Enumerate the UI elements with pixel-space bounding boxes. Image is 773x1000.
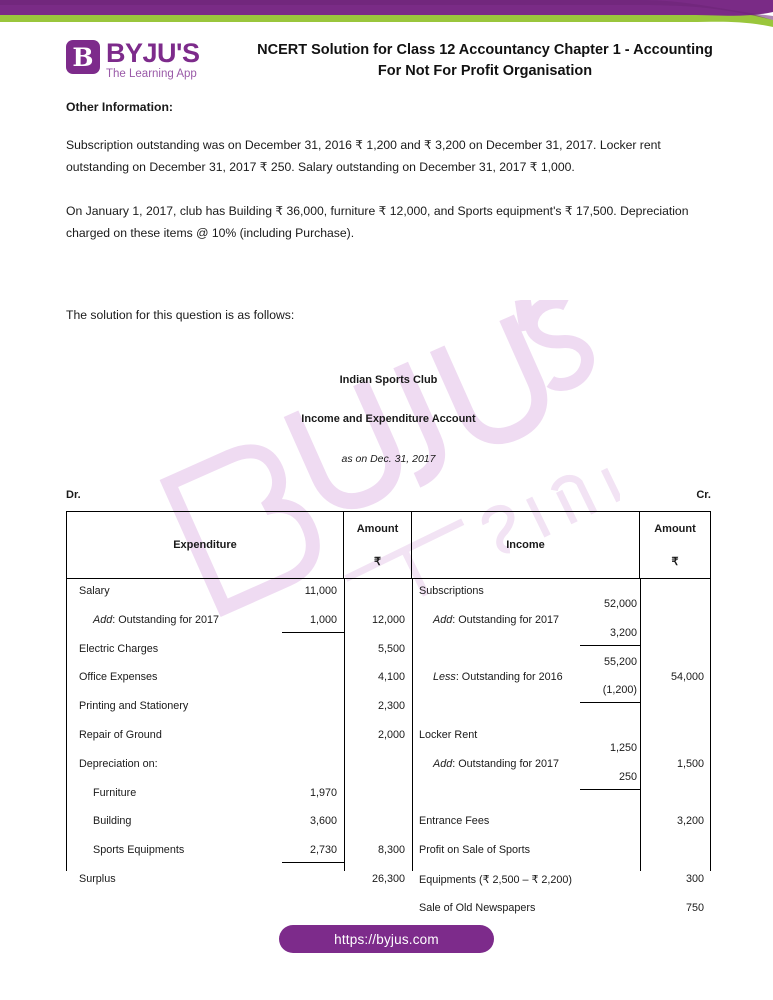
logo-letter: B xyxy=(72,42,94,72)
logo-tagline: The Learning App xyxy=(106,68,197,80)
debit-credit-line xyxy=(66,489,711,505)
row-italic-prefix: Add xyxy=(93,613,113,626)
statement-account-name: Income and Expenditure Account xyxy=(301,413,476,425)
expenditure-row-label: Add: Outstanding for 2017 xyxy=(93,613,220,626)
byjus-logo xyxy=(66,40,199,82)
income-amount: 1,500 xyxy=(676,757,704,770)
amount-right-label: Amount xyxy=(654,522,696,535)
column-divider-2 xyxy=(412,579,413,871)
page-title: NCERT Solution for Class 12 Accountancy Chapter 1 - Accounting For Not For Profit Organisation xyxy=(257,42,713,79)
byjus-b-icon xyxy=(66,40,100,74)
income-expenditure-table xyxy=(66,511,711,914)
expenditure-sub-amount: 11,000 xyxy=(304,585,337,597)
statement-as-on-date: as on Dec. 31, 2017 xyxy=(341,453,436,465)
expenditure-row-label: Electric Charges xyxy=(79,642,159,655)
income-subtotal-rule-subscriptions-less xyxy=(580,702,640,703)
column-header-amount-right xyxy=(640,512,710,578)
income-subtotal-rule-locker-rent xyxy=(580,789,640,790)
income-row-label: Add: Outstanding for 2017 xyxy=(433,757,560,770)
expenditure-row-label: Office Expenses xyxy=(79,671,158,684)
income-header-label: Income xyxy=(506,539,545,551)
logo-text-block xyxy=(106,40,199,82)
income-row-label: Equipments (₹ 2,500 – ₹ 2,200) xyxy=(419,874,572,886)
expenditure-row-label: Salary xyxy=(79,585,110,597)
expenditure-row-label: Furniture xyxy=(93,786,137,799)
cr-label: Cr. xyxy=(696,489,711,501)
statement-club-name: Indian Sports Club xyxy=(339,374,438,386)
solution-intro-line: The solution for this question is as follows: xyxy=(66,308,295,322)
income-row-label: Locker Rent xyxy=(419,729,478,741)
row-italic-prefix: Less xyxy=(433,671,456,684)
row-italic-prefix: Add xyxy=(433,757,453,770)
document-content xyxy=(66,100,711,914)
income-amount: 300 xyxy=(685,873,704,885)
expenditure-row-label: Repair of Ground xyxy=(79,729,162,741)
expenditure-amount: 5,500 xyxy=(377,642,405,655)
income-row-label: Sale of Old Newspapers xyxy=(419,901,536,914)
expenditure-sub-amount: 2,730 xyxy=(309,844,337,857)
income-row-label: Subscriptions xyxy=(419,585,484,597)
paragraph-subscription-outstanding: Subscription outstanding was on December 31, 2016 ₹ 1,200 and ₹ 3,200 on December 31, 2017. Locker rent outstanding on December 31, 2017 ₹ 250. Salary outstanding on December 31, 2017 ₹ 1,000. xyxy=(66,138,661,174)
expenditure-sub-amount: 1,970 xyxy=(309,786,337,799)
rupee-symbol-right-icon: ₹ xyxy=(671,555,679,568)
income-row-label: Profit on Sale of Sports xyxy=(419,844,531,857)
amount-left-label: Amount xyxy=(356,522,399,535)
expenditure-row-label: Surplus xyxy=(79,873,116,885)
expenditure-sub-amount: 3,600 xyxy=(309,815,337,828)
income-sub-amount: 250 xyxy=(618,770,637,783)
expenditure-amount: 8,300 xyxy=(377,844,405,857)
expenditure-amount: 2,300 xyxy=(377,700,405,713)
expenditure-row-label: Depreciation on: xyxy=(79,757,158,770)
column-header-income xyxy=(412,512,640,578)
rupee-symbol-left-icon: ₹ xyxy=(374,555,381,568)
column-header-amount-left xyxy=(344,512,412,578)
income-row-label: Less: Outstanding for 2016 xyxy=(433,671,563,684)
table-header-row xyxy=(67,512,710,579)
expenditure-row-label: Printing and Stationery xyxy=(79,700,189,713)
other-information-heading: Other Information: xyxy=(66,100,173,114)
paragraph-opening-assets: On January 1, 2017, club has Building ₹ 36,000, furniture ₹ 12,000, and Sports equipment's ₹ 17,500. Depreciation charged on these items @ 10% (including Purchase). xyxy=(66,204,689,240)
expenditure-subtotal-rule-depreciation xyxy=(282,862,344,863)
expenditure-amount: 26,300 xyxy=(371,873,405,885)
column-divider-3 xyxy=(640,579,641,871)
top-banner xyxy=(0,0,773,34)
income-sub-amount: 1,250 xyxy=(609,742,637,754)
expenditure-header-label: Expenditure xyxy=(173,539,237,551)
table-body xyxy=(67,579,710,914)
income-subtotal-rule-subscriptions-add xyxy=(580,645,640,646)
income-sub-amount: 55,200 xyxy=(603,655,637,668)
expenditure-amount: 4,100 xyxy=(377,671,405,684)
income-sub-amount: 52,000 xyxy=(603,598,637,610)
dr-label: Dr. xyxy=(66,489,81,501)
column-divider-1 xyxy=(344,579,345,871)
income-sub-amount: (1,200) xyxy=(602,684,637,697)
expenditure-subtotal-rule-salary xyxy=(282,632,344,633)
byjus-url-button[interactable] xyxy=(279,925,494,953)
logo-wordmark: BYJU'S xyxy=(106,38,200,68)
expenditure-row-label: Sports Equipments xyxy=(93,844,185,857)
column-header-expenditure xyxy=(67,512,344,578)
byjus-url-label: https://byjus.com xyxy=(334,931,439,947)
income-amount: 3,200 xyxy=(676,815,704,828)
income-sub-amount: 3,200 xyxy=(609,626,637,639)
income-amount: 54,000 xyxy=(670,671,704,684)
expenditure-amount: 2,000 xyxy=(377,729,405,741)
income-row-label: Add: Outstanding for 2017 xyxy=(433,613,560,626)
income-row-label: Entrance Fees xyxy=(419,815,490,828)
expenditure-amount: 12,000 xyxy=(371,613,405,626)
expenditure-sub-amount: 1,000 xyxy=(309,613,337,626)
income-amount: 750 xyxy=(685,901,704,914)
expenditure-row-label: Building xyxy=(93,815,132,828)
row-italic-prefix: Add xyxy=(433,613,453,626)
